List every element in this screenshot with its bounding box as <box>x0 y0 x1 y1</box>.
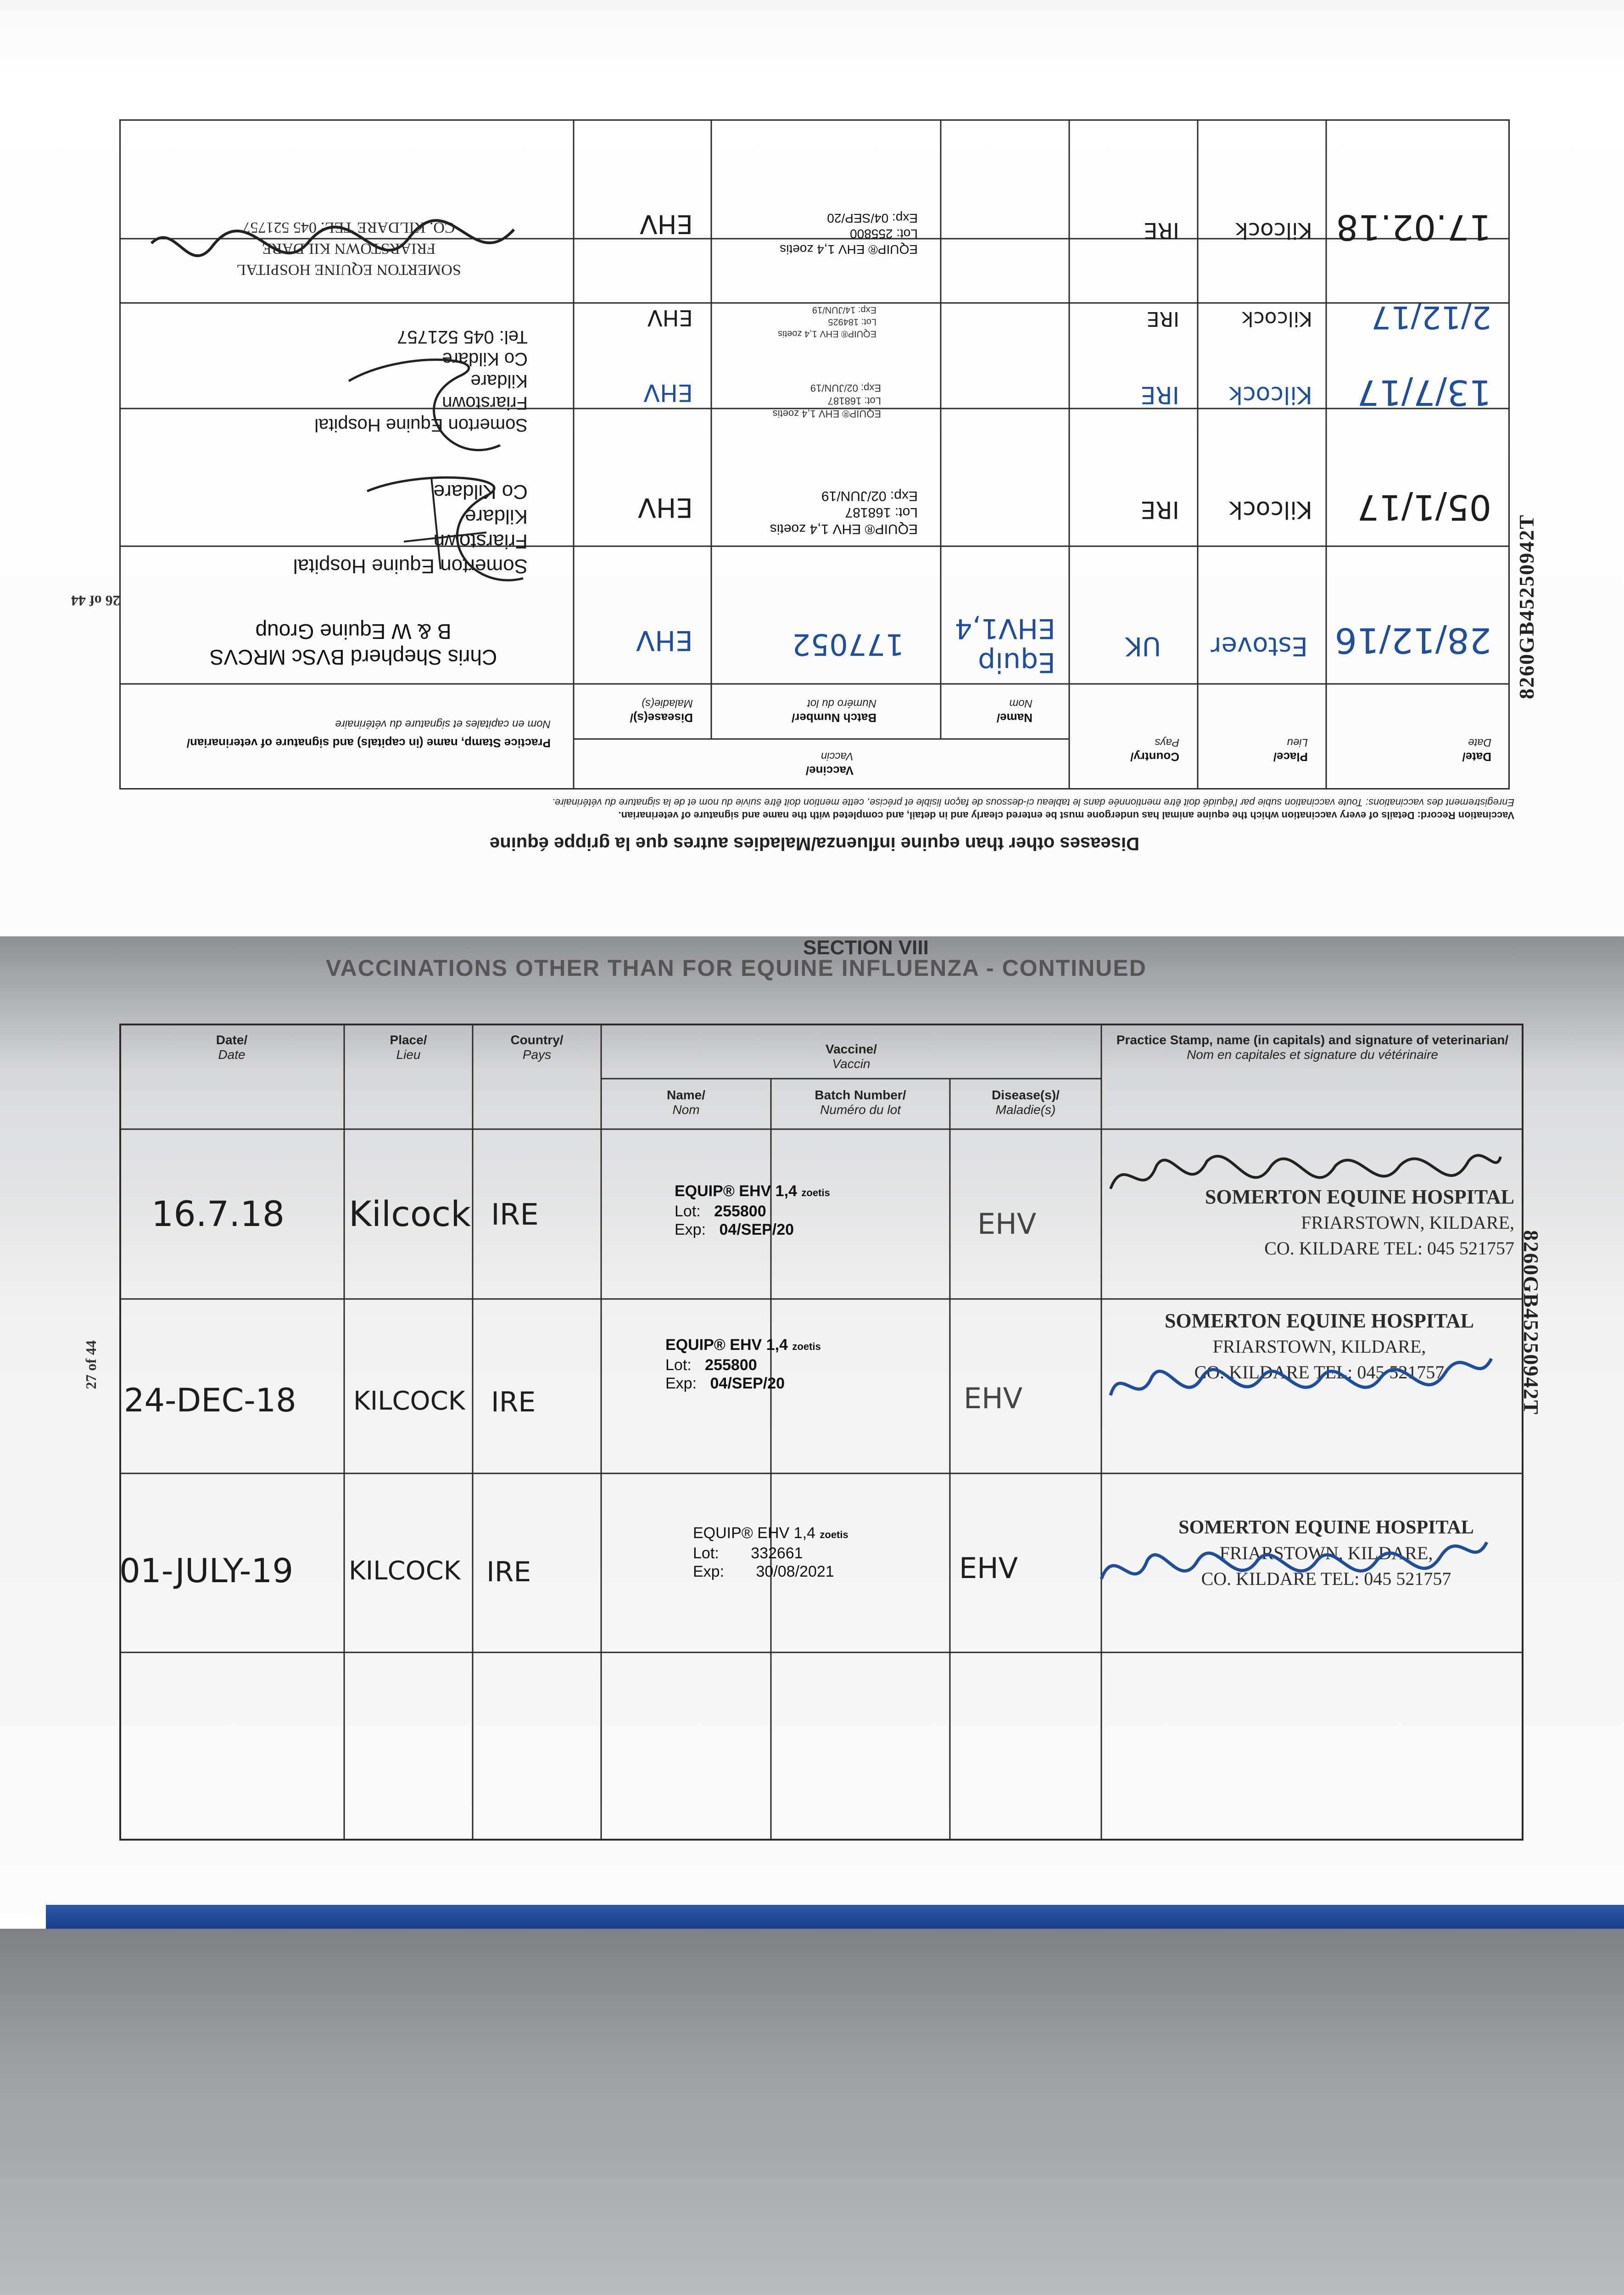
lower-page <box>96 936 1542 1868</box>
upper-row4-exp: Exp: 14/JUN/19 <box>812 305 876 315</box>
lower-row3-brand: zoetis <box>820 1529 848 1540</box>
upper-row5-date: 17.02.18 <box>1336 207 1491 248</box>
lower-row3-lot-label: Lot: <box>693 1545 719 1562</box>
lower-row2-disease: EHV <box>964 1382 1023 1415</box>
upper-row3-lot: Lot: 168187 <box>827 395 881 407</box>
upper-row3-stamp-line4: Co Kildare <box>442 349 528 369</box>
lower-hdr-vaccine-en: Vaccine/ <box>825 1042 877 1056</box>
lower-row1-sticker <box>675 1182 913 1239</box>
upper-row3-stamp-line2: Friarstown <box>442 393 528 413</box>
upper-row5-place: Kilcock <box>1235 218 1312 243</box>
lower-row2-stamp-line1: SOMERTON EQUINE HOSPITAL <box>1164 1310 1474 1332</box>
upper-row2-country: IRE <box>1140 496 1179 523</box>
upper-row1-batch: 177052 <box>792 627 904 661</box>
lower-row1-disease: EHV <box>977 1207 1037 1241</box>
upper-hdr-vaccine: Vaccine/ <box>805 764 854 778</box>
upper-hdr-date-fr: Date <box>1468 736 1491 749</box>
lower-row3-place: KILCOCK <box>349 1556 461 1586</box>
lower-hdr-country-en: Country/ <box>510 1033 564 1047</box>
lower-row3-exp-label: Exp: <box>693 1563 725 1580</box>
upper-row2-stamp-line2: Friarstown <box>433 530 528 553</box>
lower-row1-lot-label: Lot: <box>675 1203 701 1220</box>
upper-row5-disease: EHV <box>640 209 693 239</box>
upper-row2-sticker <box>753 487 918 537</box>
upper-row2-lot: Lot: 168187 <box>845 505 918 520</box>
upper-row3-stamp-line5: Tel: 045 521757 <box>397 327 528 347</box>
blue-binding-strip <box>46 1905 1624 1929</box>
lower-row2-sticker <box>665 1336 904 1393</box>
lower-row1-date: 16.7.18 <box>151 1193 285 1234</box>
upper-hdr-stamp: Practice Stamp, name (in capitals) and signature of veterinarian/ <box>186 736 551 750</box>
upper-note-fr: Enregistrement des vaccinations: Toute vaccination subie par l'équidé doit être mentionnée dans le tableau ci-dessous de façon lisible et précise, cette mention doit être suivie du nom et de la signature du vétérinaire. <box>552 797 1514 808</box>
upper-row1-stamp-line1: Chris Shepherd BVSc MRCVS <box>209 645 497 669</box>
lower-side-id: 8260GB45250942T <box>1519 1230 1543 1416</box>
upper-hdr-place: Place/ <box>1273 750 1308 764</box>
lower-row1-place: Kilcock <box>349 1193 471 1234</box>
lower-row3-stamp-line2: FRIARSTOWN, KILDARE, <box>1219 1543 1433 1563</box>
upper-row3-product: EQUIP® EHV 1,4 zoetis <box>772 408 881 420</box>
upper-row2-date: 05/1/17 <box>1357 487 1491 528</box>
lower-row1-country: IRE <box>491 1198 539 1232</box>
lower-row1-stamp-line2: FRIARSTOWN, KILDARE, <box>1301 1212 1514 1233</box>
upper-row5-lot: Lot: 255800 <box>850 227 918 241</box>
lower-row2-product: EQUIP® EHV 1,4 <box>665 1336 788 1354</box>
lower-row3-disease: EHV <box>959 1551 1018 1585</box>
upper-row2-exp: Exp: 02/JUN/19 <box>821 488 918 504</box>
lower-page-title: VACCINATIONS OTHER THAN FOR EQUINE INFLUENZA - CONTINUED <box>326 955 1147 981</box>
lower-row2-date: 24-DEC-18 <box>124 1382 296 1419</box>
upper-row3-sticker <box>725 381 881 420</box>
lower-row3-product: EQUIP® EHV 1,4 <box>693 1524 815 1542</box>
upper-hdr-batch: Batch Number/ <box>792 711 876 725</box>
lower-row3-sticker <box>693 1524 932 1581</box>
upper-row5-product: EQUIP® EHV 1,4 zoetis <box>780 242 918 257</box>
lower-hdr-place <box>344 1033 473 1062</box>
lower-hdr-disease-fr: Maladie(s) <box>995 1103 1056 1117</box>
upper-title-text: Diseases other than equine influenza/Maladies autres que la grippe équine <box>490 834 1139 854</box>
lower-page-number: 27 of 44 <box>83 1340 99 1389</box>
lower-row2-exp-label: Exp: <box>665 1375 697 1392</box>
upper-row1-date: 28/12/16 <box>1334 620 1491 661</box>
upper-row2-stamp-line4: Co Kildare <box>433 481 528 503</box>
upper-hdr-name: Name/ <box>996 711 1032 725</box>
upper-row1-place: Estover <box>1211 631 1308 661</box>
lower-hdr-date-fr: Date <box>218 1047 246 1062</box>
lower-row2-place: KILCOCK <box>353 1386 465 1416</box>
lower-hdr-country <box>473 1033 601 1062</box>
lower-hdr-date <box>119 1033 344 1062</box>
lower-hdr-place-fr: Lieu <box>396 1047 421 1062</box>
lower-hdr-date-en: Date/ <box>216 1033 248 1047</box>
lower-row1-stamp-line3: CO. KILDARE TEL: 045 521757 <box>1264 1238 1514 1259</box>
lower-hdr-stamp-en: Practice Stamp, name (in capitals) and signature of veterinarian/ <box>1116 1033 1509 1047</box>
lower-hdr-batch-fr: Numéro du lot <box>820 1103 901 1117</box>
upper-page-inverted <box>115 119 1514 854</box>
lower-row2-stamp-line3: CO. KILDARE TEL: 045 521757 <box>1194 1362 1445 1383</box>
upper-signatures <box>138 156 541 597</box>
lower-row3-stamp-line1: SOMERTON EQUINE HOSPITAL <box>1178 1517 1474 1538</box>
lower-row1-lot: 255800 <box>714 1203 766 1220</box>
lower-hdr-vaccine <box>601 1042 1101 1071</box>
lower-hdr-name-en: Name/ <box>666 1088 706 1102</box>
lower-hdr-country-fr: Pays <box>522 1047 552 1062</box>
upper-hdr-disease: Disease(s)/ <box>630 711 693 725</box>
upper-row1-vaccine: Equip EHV1,4 <box>954 612 1055 678</box>
upper-row1-country: UK <box>1125 631 1161 661</box>
upper-page-number: 26 of 44 <box>71 593 120 609</box>
upper-row5-stamp-line2: FRIARSTOWN KILDARE <box>262 240 436 257</box>
upper-row5-country: IRE <box>1144 218 1179 243</box>
upper-row5-stamp-line1: SOMERTON EQUINE HOSPITAL <box>236 261 461 278</box>
upper-row2-stamp-line1: Somerton Equine Hospital <box>293 555 528 577</box>
lower-hdr-batch <box>771 1088 950 1117</box>
lower-row3-date: 01-JULY-19 <box>119 1551 294 1590</box>
lower-hdr-stamp <box>1111 1033 1514 1062</box>
lower-hdr-vaccine-fr: Vaccin <box>832 1057 871 1071</box>
upper-row4-disease: EHV <box>647 305 693 330</box>
lower-hdr-name-fr: Nom <box>672 1103 700 1117</box>
upper-hdr-disease-fr: Maladie(s) <box>641 697 693 710</box>
upper-side-id: 8260GB45250942T <box>1515 514 1538 700</box>
upper-note-en: Vaccination Record: Details of every vaccination which the equine animal has undergone must be entered clearly and in detail, and completed with the name and signature of veterinarian. <box>618 810 1514 821</box>
lower-hdr-disease <box>950 1088 1101 1117</box>
upper-hdr-stamp-fr: Nom en capitales et signature du vétérinaire <box>335 718 551 730</box>
upper-row5-stamp-line3: CO. KILDARE TEL: 045 521757 <box>242 219 455 236</box>
upper-row5-exp: Exp: 04/SEP/20 <box>827 211 918 225</box>
upper-page-title <box>115 833 1514 854</box>
lower-row1-brand: zoetis <box>801 1187 830 1198</box>
lower-row3-exp: 30/08/2021 <box>756 1563 834 1580</box>
upper-row3-place: Kilcock <box>1228 381 1312 409</box>
upper-row2-disease: EHV <box>638 492 693 523</box>
upper-hdr-place-fr: Lieu <box>1287 736 1308 749</box>
lower-row1-exp: 04/SEP/20 <box>719 1221 794 1238</box>
lower-row1-exp-label: Exp: <box>675 1221 706 1238</box>
upper-row4-date: 2/12/17 <box>1371 299 1491 335</box>
lower-row2-lot: 255800 <box>705 1356 757 1374</box>
lower-row2-lot-label: Lot: <box>665 1356 692 1374</box>
upper-hdr-country-fr: Pays <box>1155 736 1179 749</box>
upper-row3-stamp-line1: Somerton Equine Hospital <box>314 415 528 435</box>
lower-row3-country: IRE <box>486 1556 531 1588</box>
upper-row4-sticker <box>730 304 876 340</box>
upper-row3-country: IRE <box>1140 381 1179 409</box>
upper-row1-stamp <box>156 619 551 670</box>
lower-hdr-disease-en: Disease(s)/ <box>992 1088 1060 1102</box>
upper-notes <box>115 796 1514 822</box>
lower-row1-stamp-line1: SOMERTON EQUINE HOSPITAL <box>1205 1186 1514 1208</box>
upper-row1-stamp-line2: B & W Equine Group <box>255 620 452 644</box>
upper-row3-date: 13/7/17 <box>1357 372 1491 413</box>
lower-hdr-place-en: Place/ <box>390 1033 427 1047</box>
upper-row3-stamp-line3: Kildare <box>470 371 528 391</box>
scan-background-bottom <box>0 1929 1624 2295</box>
upper-row1-disease: EHV <box>636 624 693 656</box>
upper-row3-exp: Exp: 02/JUN/19 <box>810 382 881 394</box>
lower-row1-product: EQUIP® EHV 1,4 <box>675 1182 797 1200</box>
lower-hdr-batch-en: Batch Number/ <box>815 1088 906 1102</box>
lower-row2-country: IRE <box>491 1386 536 1418</box>
upper-row4-product: EQUIP® EHV 1,4 zoetis <box>778 329 876 339</box>
lower-row2-stamp-line2: FRIARSTOWN, KILDARE, <box>1212 1336 1426 1357</box>
upper-row2-product: EQUIP® EHV 1,4 zoetis <box>770 521 918 537</box>
upper-row4-country: IRE <box>1146 307 1179 330</box>
lower-row3-lot: 332661 <box>751 1545 803 1562</box>
lower-row2-brand: zoetis <box>792 1341 821 1352</box>
upper-row4-place: Kilcock <box>1241 307 1312 330</box>
upper-hdr-name-fr: Nom <box>1009 697 1032 710</box>
upper-row4-lot: Lot: 184925 <box>828 317 876 327</box>
upper-hdr-batch-fr: Numéro du lot <box>807 697 876 710</box>
lower-hdr-stamp-fr: Nom en capitales et signature du vétérinaire <box>1187 1047 1438 1062</box>
upper-row5-sticker <box>743 210 918 257</box>
upper-row2-stamp-line3: Kildare <box>465 505 528 528</box>
upper-hdr-country: Country/ <box>1130 750 1179 764</box>
upper-row2-place: Kilcock <box>1228 496 1312 523</box>
lower-row2-exp: 04/SEP/20 <box>710 1375 785 1392</box>
upper-hdr-vaccine-fr: Vaccin <box>820 750 854 762</box>
upper-hdr-date: Date/ <box>1462 750 1491 764</box>
lower-section-label: SECTION VIII <box>803 936 929 959</box>
lower-hdr-name <box>601 1088 771 1117</box>
lower-signatures <box>1097 1148 1510 1652</box>
lower-row3-stamp-line3: CO. KILDARE TEL: 045 521757 <box>1201 1568 1451 1589</box>
upper-row3-disease: EHV <box>643 379 693 406</box>
